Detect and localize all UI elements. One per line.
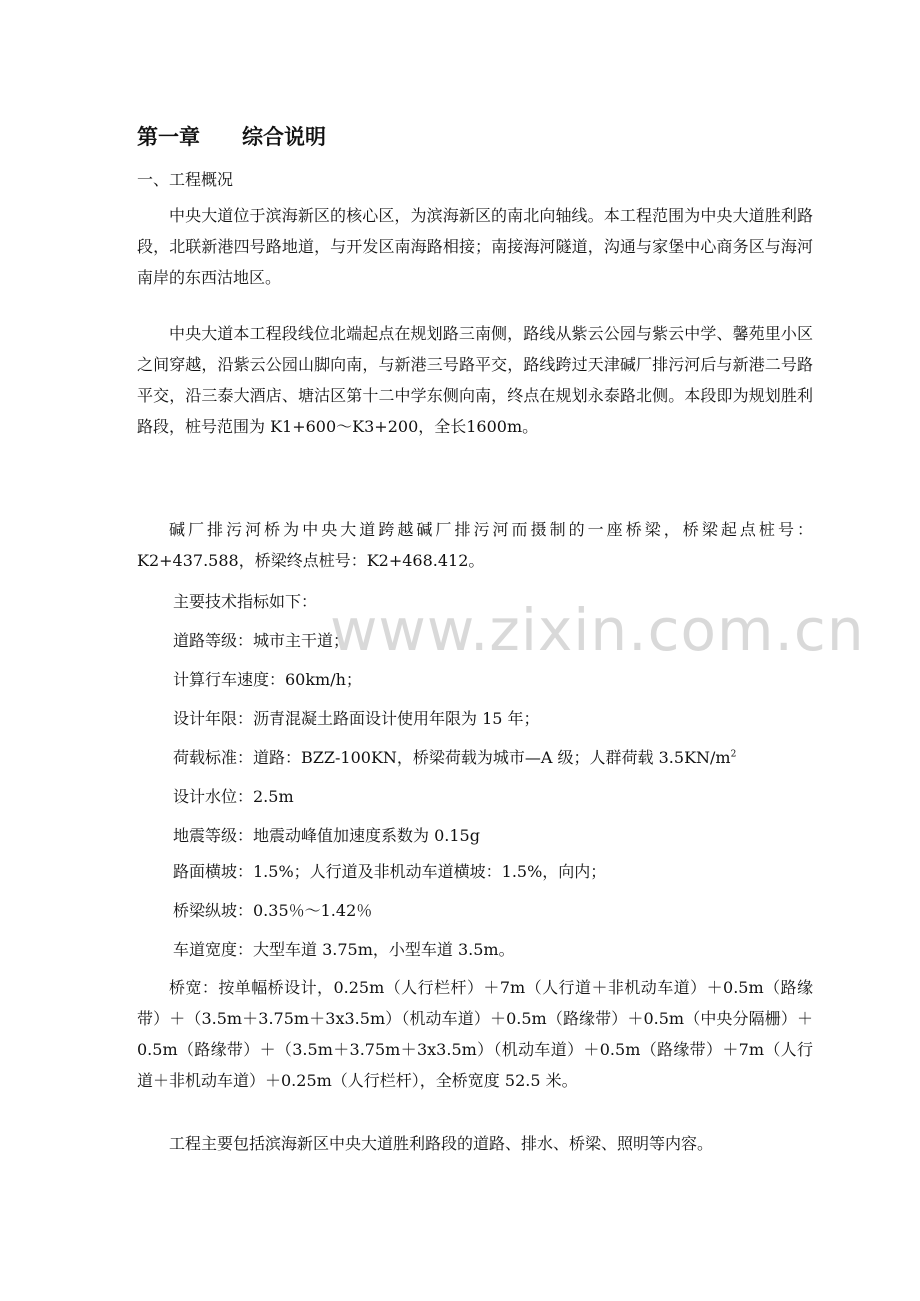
spec-water-level: 设计水位：2.5m [173,787,294,806]
spec-cross-slope: 路面横坡：1.5%；人行道及非机动车道横坡：1.5%，向内； [173,862,607,881]
paragraph-scope: 工程主要包括滨海新区中央大道胜利路段的道路、排水、桥梁、照明等内容。 [169,1134,714,1153]
watermark: www.zixin.com.cn [330,596,865,664]
paragraph-bridge: 碱厂排污河桥为中央大道跨越碱厂排污河而摄制的一座桥梁，桥梁起点桩号：K2+437.588，桥梁终点桩号：K2+468.412。 [137,520,813,570]
spec-design-life: 设计年限：沥青混凝土路面设计使用年限为 15 年； [173,709,540,728]
chapter-title: 第一章 综合说明 [137,125,326,149]
section-title: 一、工程概况 [137,170,234,189]
spec-load-text: 荷载标准：道路：BZZ-100KN，桥梁荷载为城市—A 级；人群荷载 3.5KN/m [173,748,731,767]
paragraph-overview: 中央大道位于滨海新区的核心区，为滨海新区的南北向轴线。本工程范围为中央大道胜利路段，北联新港四号路地道，与开发区南海路相接；南接海河隧道，沟通与家堡中心商务区与海河南岸的东西沽地区。 [137,206,813,287]
spec-load-superscript: 2 [730,749,737,760]
spec-road-grade: 道路等级：城市主干道； [173,631,350,650]
spec-load-standard [173,744,736,772]
paragraph-route: 中央大道本工程段线位北端起点在规划路三南侧，路线从紫云公园与紫云中学、馨苑里小区之间穿越，沿紫云公园山脚向南，与新港三号路平交，路线跨过天津碱厂排污河后与新港二号路平交，沿三泰大酒店、塘沽区第十二中学东侧向南，终点在规划永泰路北侧。本段即为规划胜利路段，桩号范围为 K1+600～K3+200，全长1600m。 [137,324,813,436]
spec-seismic: 地震等级：地震动峰值加速度系数为 0.15g [173,826,480,845]
spec-heading: 主要技术指标如下： [173,592,318,611]
spec-longitudinal-slope: 桥梁纵坡：0.35％～1.42％ [173,901,373,920]
spec-speed: 计算行车速度：60km/h； [173,670,362,689]
spec-lane-width: 车道宽度：大型车道 3.75m，小型车道 3.5m。 [173,940,515,959]
paragraph-bridge-width: 桥宽：按单幅桥设计，0.25m（人行栏杆）＋7m（人行道＋非机动车道）＋0.5m（路缘带）＋（3.5m＋3.75m＋3x3.5m）（机动车道）＋0.5m（路缘带）＋0.5m（中央分隔栅）＋0.5m（路缘带）＋（3.5m＋3.75m＋3x3.5m）（机动车道）＋0.5m（路缘带）＋7m（人行道＋非机动车道）＋0.25m（人行栏杆），全桥宽度 52.5 米。 [137,978,813,1090]
